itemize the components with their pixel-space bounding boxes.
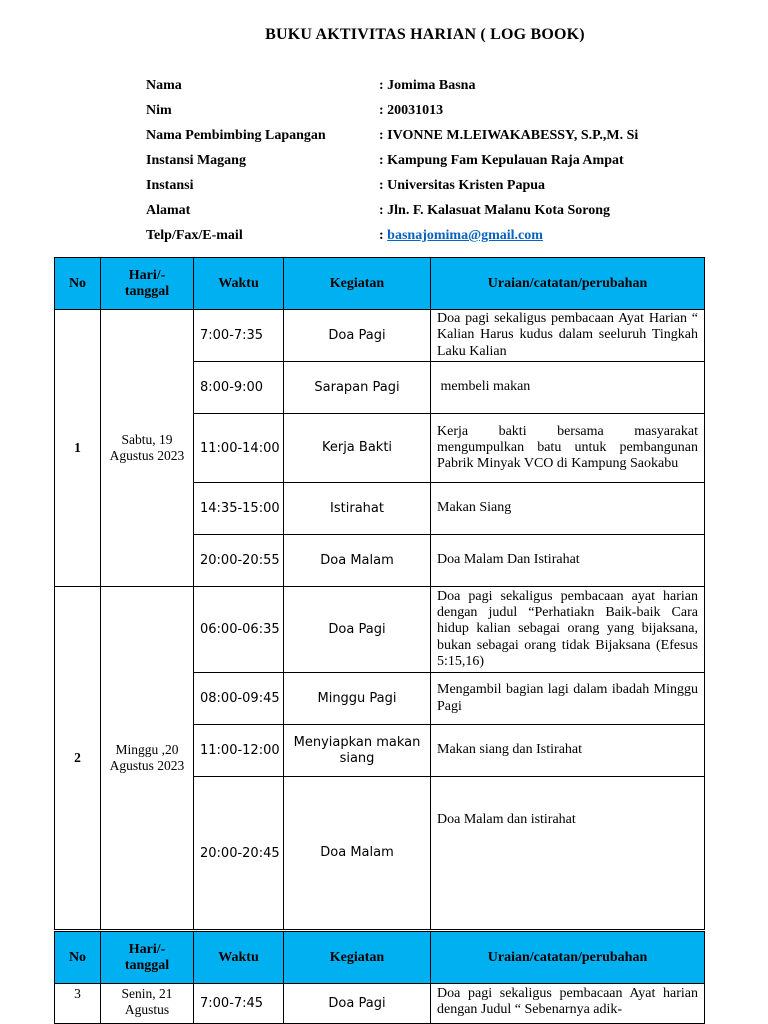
day-date: Sabtu, 19 Agustus 2023 xyxy=(101,310,194,587)
entry-time: 08:00-09:45 xyxy=(194,673,284,725)
header-desc: Uraian/catatan/perubahan xyxy=(431,258,705,310)
header-no: No xyxy=(55,258,101,310)
info-value: : 20031013 xyxy=(379,103,444,118)
entry-time: 7:00-7:35 xyxy=(194,310,284,362)
entry-time: 20:00-20:55 xyxy=(194,535,284,587)
entry-activity: Doa Pagi xyxy=(284,310,431,362)
info-label: Alamat xyxy=(146,203,191,218)
entry-desc: Doa pagi sekaligus pembacaan ayat harian dengan judul “Perhatiakn Baik-baik Cara hidup kalian sebagai orang yang bijaksana, bukan sebagai orang tidak Bijaksana (Efesus 5:15,16) xyxy=(431,587,705,673)
header-day: Hari/- tanggal xyxy=(101,258,194,310)
entry-activity: Menyiapkan makan siang xyxy=(284,725,431,777)
entry-desc: Makan Siang xyxy=(431,483,705,535)
log-table xyxy=(54,257,705,930)
entry-time: 8:00-9:00 xyxy=(194,362,284,414)
day-date: Minggu ,20 Agustus 2023 xyxy=(101,587,194,930)
document-title: BUKU AKTIVITAS HARIAN ( LOG BOOK) xyxy=(265,26,585,43)
info-label: Nama xyxy=(146,78,182,93)
header-time: Waktu xyxy=(194,258,284,310)
info-label: Instansi xyxy=(146,178,194,193)
table-row xyxy=(55,310,705,362)
entry-time: 14:35-15:00 xyxy=(194,483,284,535)
entry-desc: Doa Malam dan istirahat xyxy=(431,777,705,930)
email-link[interactable]: basnajomima@gmail.com xyxy=(387,228,543,243)
entry-desc: Mengambil bagian lagi dalam ibadah Minggu Pagi xyxy=(431,673,705,725)
info-value: : Jln. F. Kalasuat Malanu Kota Sorong xyxy=(379,203,611,218)
entry-time: 20:00-20:45 xyxy=(194,777,284,930)
table-row xyxy=(55,587,705,673)
header-day: Hari/- tanggal xyxy=(101,932,194,984)
header-activity: Kegiatan xyxy=(284,258,431,310)
day-number: 1 xyxy=(55,310,101,587)
table-header-row xyxy=(55,258,705,310)
info-value: : Universitas Kristen Papua xyxy=(379,178,546,193)
entry-desc: Kerja bakti bersama masyarakat mengumpulkan batu untuk pembangunan Pabrik Minyak VCO di Kampung Saokabu xyxy=(431,414,705,483)
header-desc: Uraian/catatan/perubahan xyxy=(431,932,705,984)
entry-desc: Doa Malam Dan Istirahat xyxy=(431,535,705,587)
info-label: Instansi Magang xyxy=(146,153,246,168)
entry-activity: Doa Pagi xyxy=(284,587,431,673)
entry-activity: Sarapan Pagi xyxy=(284,362,431,414)
day-date: Senin, 21 Agustus xyxy=(101,984,194,1024)
info-label: Nama Pembimbing Lapangan xyxy=(146,128,326,143)
entry-activity: Doa Pagi xyxy=(284,984,431,1024)
entry-time: 11:00-14:00 xyxy=(194,414,284,483)
entry-activity: Minggu Pagi xyxy=(284,673,431,725)
table-header-row xyxy=(55,932,705,984)
info-value: : IVONNE M.LEIWAKABESSY, S.P.,M. Si xyxy=(379,128,639,143)
info-label: Nim xyxy=(146,103,172,118)
entry-desc: Makan siang dan Istirahat xyxy=(431,725,705,777)
table-row xyxy=(55,984,705,1024)
entry-desc: membeli makan xyxy=(431,362,705,414)
info-value: : Jomima Basna xyxy=(379,78,476,93)
entry-time: 06:00-06:35 xyxy=(194,587,284,673)
entry-desc: Doa pagi sekaligus pembacaan Ayat Harian “ Kalian Harus kudus dalam seeluruh Tingkah Laku Kalian xyxy=(431,310,705,362)
entry-activity: Doa Malam xyxy=(284,535,431,587)
info-value-prefix: : xyxy=(379,228,388,243)
entry-desc: Doa pagi sekaligus pembacaan Ayat harian dengan Judul “ Sebenarnya adik- xyxy=(431,984,705,1024)
header-activity: Kegiatan xyxy=(284,932,431,984)
entry-time: 11:00-12:00 xyxy=(194,725,284,777)
entry-time: 7:00-7:45 xyxy=(194,984,284,1024)
day-number: 2 xyxy=(55,587,101,930)
entry-activity: Istirahat xyxy=(284,483,431,535)
info-value: : Kampung Fam Kepulauan Raja Ampat xyxy=(379,153,624,168)
info-value xyxy=(379,228,543,244)
log-table-continued xyxy=(54,931,705,1024)
header-time: Waktu xyxy=(194,932,284,984)
day-number: 3 xyxy=(55,984,101,1024)
entry-activity: Kerja Bakti xyxy=(284,414,431,483)
info-label: Telp/Fax/E-mail xyxy=(146,228,243,243)
entry-activity: Doa Malam xyxy=(284,777,431,930)
header-no: No xyxy=(55,932,101,984)
